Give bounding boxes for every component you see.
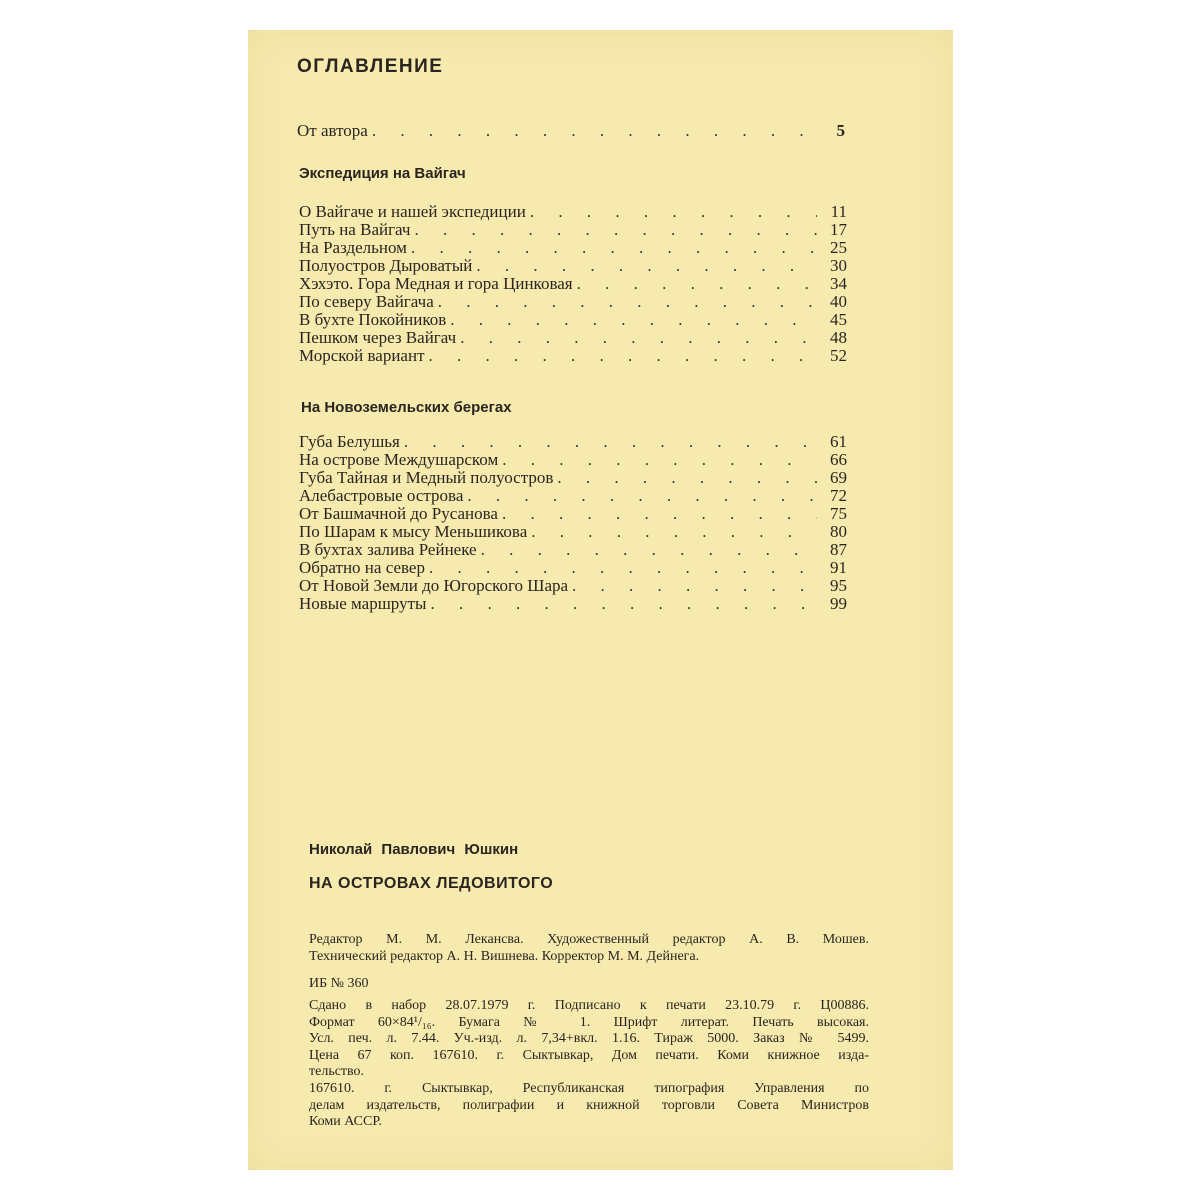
toc-entry-page: 40 xyxy=(830,292,847,311)
book-title: НА ОСТРОВАХ ЛЕДОВИТОГО xyxy=(309,875,554,892)
toc-entry-page: 30 xyxy=(830,256,847,275)
toc-entry-page: 87 xyxy=(830,540,847,559)
toc-entry-page: 69 xyxy=(830,468,847,487)
author-name: Николай Павлович Юшкин xyxy=(309,841,519,858)
leader-dots xyxy=(502,505,817,523)
toc-entry xyxy=(299,347,847,365)
toc-entry-page: 80 xyxy=(830,522,847,541)
toc-entry-page: 75 xyxy=(830,504,847,523)
toc-entry-page: 48 xyxy=(830,328,847,347)
leader-dots xyxy=(572,577,817,595)
toc-entry xyxy=(299,275,847,293)
printer-line: делам издательств, полиграфии и книжной торговли Совета Министров xyxy=(309,1097,869,1113)
section-title: На Новоземельских берегах xyxy=(301,399,512,416)
leader-dots xyxy=(404,433,817,451)
toc-entry-title: От Новой Земли до Югорского Шара xyxy=(299,576,569,595)
leader-dots xyxy=(481,541,817,559)
toc-entry xyxy=(299,293,847,311)
toc-entry-title: Пешком через Вайгач xyxy=(299,328,457,347)
toc-entry xyxy=(299,221,847,239)
toc-entry-title: По Шарам к мысу Меньшикова xyxy=(299,522,528,541)
toc-entry-page: 99 xyxy=(830,594,847,613)
printer-line: Коми АССР. xyxy=(309,1114,382,1129)
toc-entry xyxy=(299,505,847,523)
book-page xyxy=(248,30,953,1170)
toc-entry-title: В бухтах залива Рейнеке xyxy=(299,540,477,559)
toc-entry-page: 72 xyxy=(830,486,847,505)
leader-dots xyxy=(450,311,817,329)
toc-entry-page: 17 xyxy=(830,220,847,239)
toc-entry xyxy=(299,487,847,505)
toc-entry-title: Алебастровые острова xyxy=(299,486,464,505)
toc-entry-page: 91 xyxy=(830,558,847,577)
toc-entry-page: 95 xyxy=(830,576,847,595)
toc-entry xyxy=(299,433,847,451)
toc-entry-title: По северу Вайгача xyxy=(299,292,434,311)
toc-entry-title: От Башмачной до Русанова xyxy=(299,504,498,523)
leader-dots xyxy=(429,559,817,577)
toc-entry xyxy=(299,577,847,595)
toc-entry-page: 61 xyxy=(830,432,847,451)
toc-entry xyxy=(299,257,847,275)
toc-entry xyxy=(299,541,847,559)
print-details-line: Формат 60×84¹/₁₆. Бумага № 1. Шрифт литерат. Печать высокая. xyxy=(309,1014,869,1030)
toc-entry xyxy=(299,523,847,541)
toc-entry-page: 66 xyxy=(830,450,847,469)
leader-dots xyxy=(460,329,817,347)
print-details-block xyxy=(309,998,869,1081)
toc-entry-title: От автора xyxy=(297,121,368,140)
toc-entry xyxy=(299,311,847,329)
section-title: Экспедиция на Вайгач xyxy=(299,165,466,182)
toc-entry-page: 34 xyxy=(830,274,847,293)
leader-dots xyxy=(557,469,817,487)
leader-dots xyxy=(531,523,817,541)
toc-entry-title: Хэхэто. Гора Медная и гора Цинковая xyxy=(299,274,573,293)
toc-entry-title: Губа Белушья xyxy=(299,432,400,451)
toc-entry-title: Морской вариант xyxy=(299,346,425,365)
toc-heading: ОГЛАВЛЕНИЕ xyxy=(297,56,444,77)
leader-dots xyxy=(502,451,817,469)
leader-dots xyxy=(372,122,815,140)
toc-entry-title: О Вайгаче и нашей экспедиции xyxy=(299,202,526,221)
editors-line: Редактор М. М. Лекансва. Художественный редактор А. В. Мошев. xyxy=(309,932,869,947)
print-details-line: Усл. печ. л. 7.44. Уч.-изд. л. 7,34+вкл. 1.16. Тираж 5000. Заказ № 5499. xyxy=(309,1031,869,1046)
toc-entry xyxy=(299,451,847,469)
toc-entry-title: Путь на Вайгач xyxy=(299,220,411,239)
ib-number xyxy=(309,976,869,993)
leader-dots xyxy=(476,257,817,275)
leader-dots xyxy=(530,203,817,221)
editors-block xyxy=(309,932,869,965)
toc-entry-title: На Раздельном xyxy=(299,238,407,257)
editors-line: Технический редактор А. Н. Вишнева. Корректор М. М. Дейнега. xyxy=(309,948,700,964)
toc-entry xyxy=(299,595,847,613)
printer-block xyxy=(309,1081,869,1131)
toc-entry xyxy=(299,239,847,257)
toc-entry xyxy=(299,329,847,347)
leader-dots xyxy=(414,221,817,239)
leader-dots xyxy=(577,275,817,293)
ib-number-text: ИБ № 360 xyxy=(309,976,369,991)
toc-entry-title: Полуостров Дыроватый xyxy=(299,256,473,275)
toc-entry-page: 52 xyxy=(830,346,847,365)
toc-entry-page: 11 xyxy=(830,202,847,221)
print-details-line: тельство. xyxy=(309,1064,365,1079)
toc-entry-title: В бухте Покойников xyxy=(299,310,447,329)
leader-dots xyxy=(430,595,817,613)
toc-entry-title: Новые маршруты xyxy=(299,594,427,613)
toc-entry-title: Губа Тайная и Медный полуостров xyxy=(299,468,554,487)
leader-dots xyxy=(438,293,817,311)
toc-entry-page: 45 xyxy=(830,310,847,329)
toc-entry xyxy=(299,203,847,221)
toc-entry xyxy=(299,469,847,487)
toc-entry-page: 5 xyxy=(836,121,845,140)
printer-line: 167610. г. Сыктывкар, Республиканская типография Управления по xyxy=(309,1081,869,1096)
print-details-line: Сдано в набор 28.07.1979 г. Подписано к печати 23.10.79 г. Ц00886. xyxy=(309,998,869,1013)
print-details-line: Цена 67 коп. 167610. г. Сыктывкар, Дом печати. Коми книжное изда- xyxy=(309,1047,869,1063)
toc-entry-title: На острове Междушарском xyxy=(299,450,499,469)
leader-dots xyxy=(429,347,818,365)
toc-entry-title: Обратно на север xyxy=(299,558,425,577)
toc-entry xyxy=(299,559,847,577)
leader-dots xyxy=(467,487,817,505)
toc-entry-intro xyxy=(297,122,845,140)
toc-entry-page: 25 xyxy=(830,238,847,257)
leader-dots xyxy=(411,239,817,257)
